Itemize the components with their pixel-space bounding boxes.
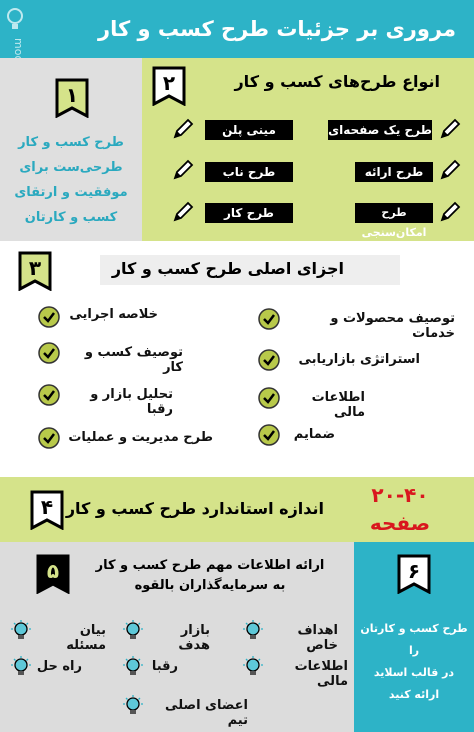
component-item: ضمایم bbox=[293, 427, 335, 442]
checkmark-icon bbox=[38, 342, 60, 364]
pencil-icon bbox=[439, 201, 461, 223]
pencil-icon bbox=[439, 118, 461, 140]
plan-type-pill: طرح یک صفحه‌ای bbox=[328, 120, 432, 140]
badge-1 bbox=[55, 78, 89, 118]
section-1-line: کسب و کارتان bbox=[24, 210, 118, 225]
section-5-title bbox=[90, 556, 330, 596]
pencil-icon bbox=[172, 159, 194, 181]
info-item: بازار هدف bbox=[178, 623, 210, 653]
badge-number: ۶ bbox=[407, 559, 421, 583]
lightbulb-icon bbox=[8, 9, 22, 23]
lightbulb-icon bbox=[122, 619, 144, 643]
pencil-icon bbox=[172, 201, 194, 223]
lightbulb-icon bbox=[10, 619, 32, 643]
section-4-panel bbox=[0, 477, 474, 542]
badge-3 bbox=[18, 251, 52, 291]
section-1-line: موفقیت و ارتقای bbox=[14, 185, 128, 200]
header-banner bbox=[0, 0, 474, 58]
section-6-line: ارائه کنید bbox=[388, 688, 440, 701]
plan-type-pill: طرح ارائه bbox=[355, 162, 433, 182]
info-item: بیان مسئله bbox=[66, 623, 106, 653]
section-1-text bbox=[4, 130, 138, 230]
page-unit: صفحه bbox=[369, 511, 431, 535]
checkmark-icon bbox=[258, 387, 280, 409]
section-5-title-line: ارائه اطلاعات مهم طرح کسب و کار bbox=[95, 558, 325, 573]
section-1-line: طرح کسب و کار bbox=[18, 135, 124, 150]
section-2-title: انواع طرح‌های کسب و کار bbox=[234, 72, 440, 91]
pencil-icon bbox=[172, 118, 194, 140]
badge-number: ۳ bbox=[28, 256, 42, 280]
lightbulb-icon bbox=[122, 655, 144, 679]
component-item: استراتژی بازاریابی bbox=[298, 352, 420, 367]
pencil-icon bbox=[439, 159, 461, 181]
section-3-title: اجزای اصلی طرح کسب و کار bbox=[111, 259, 344, 278]
info-item: راه حل bbox=[36, 659, 82, 674]
badge-6 bbox=[397, 554, 431, 594]
section-6-line: طرح کسب و کارتان را bbox=[360, 622, 468, 657]
checkmark-icon bbox=[258, 349, 280, 371]
plan-type-pill: مینی پلن bbox=[205, 120, 293, 140]
badge-number: ۱ bbox=[65, 83, 79, 107]
component-item: توصیف کسب و کار bbox=[84, 345, 183, 375]
info-item: رقبا bbox=[151, 659, 178, 674]
component-item: توصیف محصولات و خدمات bbox=[330, 311, 455, 341]
checkmark-icon bbox=[258, 424, 280, 446]
section-6-panel bbox=[354, 542, 474, 732]
plan-type-pill: طرح کار bbox=[205, 203, 293, 223]
lightbulb-icon bbox=[242, 655, 264, 679]
section-6-line: در قالب اسلاید bbox=[373, 666, 455, 679]
info-item: اطلاعات مالی bbox=[294, 659, 348, 689]
section-3-panel bbox=[0, 241, 474, 477]
lightbulb-icon bbox=[10, 655, 32, 679]
page-range: ۲۰-۴۰ bbox=[371, 483, 429, 507]
section-5-panel bbox=[0, 542, 354, 732]
checkmark-icon bbox=[38, 384, 60, 406]
info-item: اعضای اصلی تیم bbox=[165, 698, 248, 728]
info-item: اهداف خاص bbox=[297, 623, 338, 653]
badge-number: ۲ bbox=[162, 71, 176, 95]
badge-5 bbox=[36, 554, 70, 594]
section-5-title-line: به سرمایه‌گذاران بالقوه bbox=[134, 578, 286, 593]
checkmark-icon bbox=[258, 308, 280, 330]
badge-4 bbox=[30, 490, 64, 530]
page-title: مروری بر جزئیات طرح کسب و کار bbox=[98, 17, 456, 41]
component-item: طرح مدیریت و عملیات bbox=[68, 430, 213, 445]
section-6-text bbox=[356, 618, 472, 706]
component-item: خلاصه اجرایی bbox=[69, 307, 158, 322]
component-item: اطلاعات مالی bbox=[311, 390, 365, 420]
section-1-line: طرحی‌ست برای bbox=[19, 160, 123, 175]
section-1-panel bbox=[0, 58, 142, 241]
checkmark-icon bbox=[38, 306, 60, 328]
lightbulb-icon bbox=[242, 619, 264, 643]
checkmark-icon bbox=[38, 427, 60, 449]
badge-2 bbox=[152, 66, 186, 106]
plan-type-pill: طرح ناب bbox=[205, 162, 293, 182]
badge-number: ۵ bbox=[46, 559, 60, 583]
badge-number: ۴ bbox=[40, 495, 54, 519]
lightbulb-icon bbox=[122, 694, 144, 718]
plan-type-pill: طرح امکان‌سنجی bbox=[355, 203, 433, 223]
section-4-title: اندازه استاندارد طرح کسب و کار bbox=[65, 499, 324, 518]
section-2-panel bbox=[142, 58, 474, 241]
component-item: تحلیل بازار و رقبا bbox=[90, 387, 173, 417]
